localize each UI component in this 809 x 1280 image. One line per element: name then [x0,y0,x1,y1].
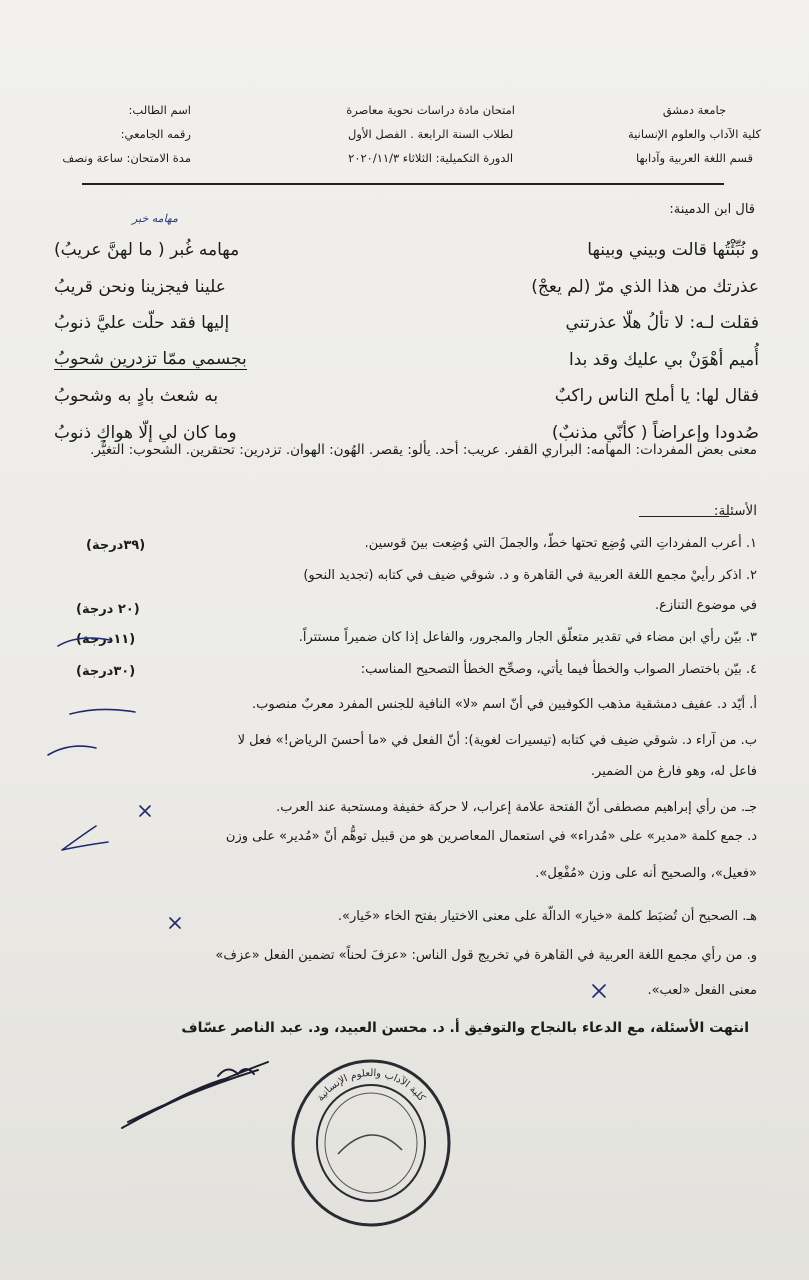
question-4: ٤. بيّن باختصار الصواب والخطأ فيما يأتي، وصحِّح الخطأ التصحيح المناسب: [360,662,757,677]
hemistich-second: وما كان لي إلّا هواكِ ذنوبُ [54,422,237,443]
question-4d: د. جمع كلمة «مدير» على «مُدراء» في استعمال المعاصرين هو من قبيل توهُّم أنّ «مُدير» على وزن [225,829,757,844]
hemistich-first: عذرتك من هذا الذي مرّ (لم يعجْ) [531,276,759,297]
university-name: جامعة دمشق [662,103,727,117]
handwritten-note-text: مهامه خبر [132,212,178,225]
question-4a: أ. أيّد د. عفيف دمشقية مذهب الكوفيين في أنّ اسم «لا» النافية للجنس المفرد معربٌ منصوب. [252,697,757,712]
hemistich-second: به شعث بادٍ به وشحوبُ [54,386,219,407]
hemistich-first: فقلت لـه: لا تألُ هلّا عذرتني [565,313,759,334]
faculty-name: كلية الآداب والعلوم الإنسانية [627,127,761,141]
question-4b: ب. من آراء د. شوقي ضيف في كتابه (تيسيرات لغوية): أنّ الفعل في «ما أحسنَ الرياض!» فعل لا [237,733,757,748]
question-4c: جـ. من رأي إبراهيم مصطفى أنّ الفتحة علامة إعراب، لا حركة خفيفة ومستحبة عند العرب. [276,800,757,815]
vocabulary-note: معنى بعض المفردات: المهامه: البراري القفر. عريب: أحد. يألو: يقصر. الهُون: الهوان. تزدرين: تحتقرين. الشحوب: التغيُّر. [90,442,757,458]
question-4b-cont: فاعل له، وهو فارغ من الضمير. [590,764,757,779]
department-name: قسم اللغة العربية وآدابها [635,151,754,165]
hemistich-first: و نُبِّئْتُها قالت وبيني وبينها [587,240,759,261]
exam-title: امتحان مادة دراسات نحوية معاصرة [346,103,515,117]
poem-intro: قال ابن الدمينة: [669,202,755,217]
question-1-marks: (٣٩درجة) [86,538,146,553]
hemistich-second: علينا فيجزينا ونحن قريبُ [54,276,226,297]
question-2-cont: في موضوع التنازع. [654,598,757,613]
question-2-marks: (٢٠ درجة) [76,602,140,617]
student-name-label: اسم الطالب: [128,103,191,117]
university-seal [290,1058,452,1228]
hemistich-second: بجسمي ممّا تزدرين شحوبُ [54,349,247,370]
exam-session: الدورة التكميلية: الثلاثاء ٢٠٢٠/١١/٣ [348,151,514,165]
question-2: ٢. اذكر رأييْ مجمع اللغة العربية في القاهرة و د. شوقي ضيف في كتابه (تجديد النحو) [303,568,757,583]
hemistich-first: أُميم أهْوَنْ بي عليك وقد بدا [568,349,759,370]
hemistich-second: مهامه غُبر ( ما لهنَّ عريبُ) [54,240,240,261]
question-3-marks: (١١درجة) [76,632,136,647]
exam-duration: مدة الامتحان: ساعة ونصف [62,151,191,165]
question-4f: و. من رأي مجمع اللغة العربية في القاهرة في تخريج قول الناس: «عزفَ لحناً» تضمين الفعل «عزف» [215,948,757,963]
question-3: ٣. بيّن رأي ابن مضاء في تقدير متعلّق الجار والمجرور، والفاعل إذا كان ضميراً مستتراً. [298,630,757,645]
hemistich-first: صُدودا وإعراضاً ( كأنّي مذنبٌ) [551,422,759,443]
question-4e: هـ. الصحيح أن تُضبَط كلمة «خيار» الدالّة على معنى الاختيار بفتح الخاء «خَيار». [337,909,757,924]
exam-audience: لطلاب السنة الرابعة . الفصل الأول [348,127,514,141]
seal-text: كلية الآداب والعلوم الإنسانية [315,1067,427,1104]
closing-note: انتهت الأسئلة، مع الدعاء بالنجاح والتوفيق أ. د. محسن العبيد، ود. عبد الناصر عسّاف [181,1020,749,1036]
hemistich-second: إليها فقد حلّت عليَّ ذنوبُ [54,313,230,334]
signature [118,1056,278,1136]
question-4d-cont: «فعيل»، والصحيح أنه على وزن «مُفْعِل». [535,866,757,881]
hemistich-first: فقال لها: يا أملح الناس راكبٌ [554,386,759,407]
question-4-marks: (٣٠درجة) [76,664,136,679]
student-id-label: رقمه الجامعي: [120,127,191,141]
questions-heading: الأسئلة: [713,503,757,519]
question-4f-cont: معنى الفعل «لعب». [647,983,757,998]
question-1: ١. أعرب المفرداتِ التي وُضِع تحتها خطّ، والجملَ التي وُضِعت بينَ قوسين. [364,536,757,551]
